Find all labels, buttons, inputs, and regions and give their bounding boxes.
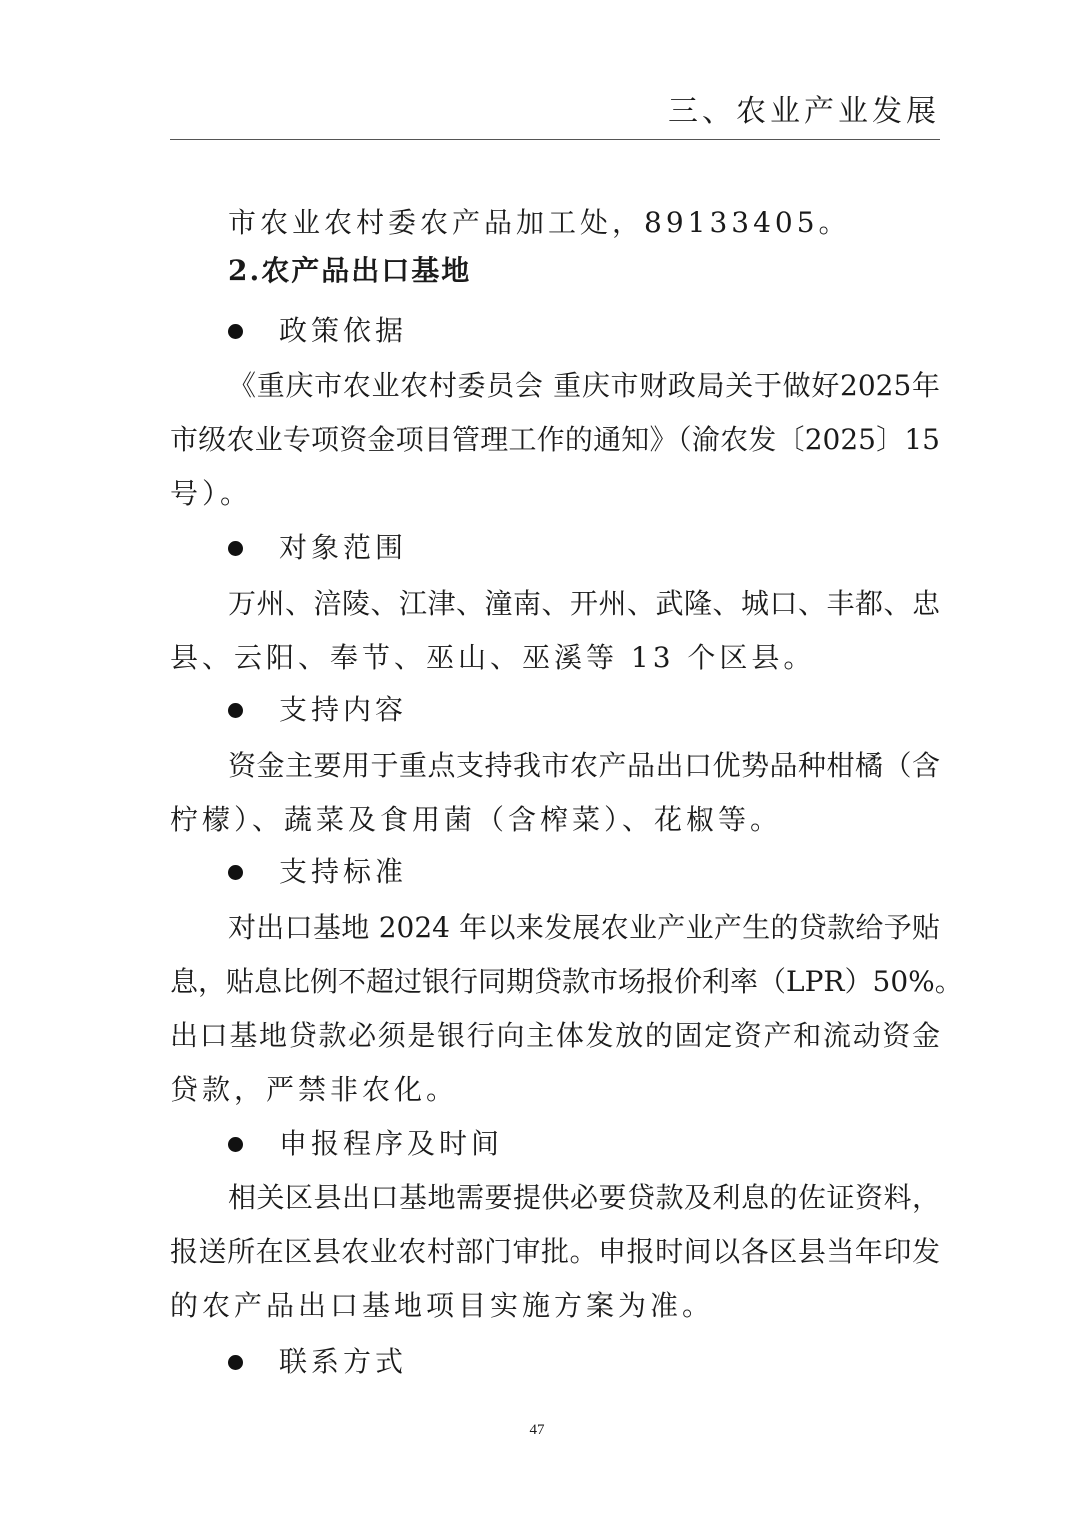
section-heading-scope [228,528,407,568]
subheading: 2.农产品出口基地 [228,254,472,287]
running-header-section-title: 三、农业产业发展 [668,94,940,129]
paragraph-line: 市级农业专项资金项目管理工作的通知》（渝农发〔2025〕15 [170,423,940,456]
page-number: 47 [529,1422,545,1438]
paragraph-line: 报送所在区县农业农村部门审批。申报时间以各区县当年印发 [170,1235,940,1268]
paragraph-line: 《重庆市农业农村委员会 重庆市财政局关于做好2025年 [228,369,940,402]
paragraph-line: 息，贴息比例不超过银行同期贷款市场报价利率（LPR）50%。 [170,965,963,998]
bullet-icon [228,324,243,339]
bullet-icon [228,865,243,880]
bullet-icon [228,1137,243,1152]
paragraph-line: 贷款，严禁非农化。 [170,1073,459,1106]
paragraph-line: 万州、涪陵、江津、潼南、开州、武隆、城口、丰都、忠 [228,587,940,620]
paragraph-line: 出口基地贷款必须是银行向主体发放的固定资产和流动资金 [170,1019,940,1052]
header-divider [170,139,940,140]
paragraph-line: 的农产品出口基地项目实施方案为准。 [170,1289,715,1322]
bullet-icon [228,1355,243,1370]
bullet-icon [228,541,243,556]
section-heading-contact [228,1342,407,1382]
paragraph-line: 相关区县出口基地需要提供必要贷款及利息的佐证资料， [228,1181,940,1214]
paragraph-line: 柠檬）、蔬菜及食用菌（含榨菜）、花椒等。 [170,803,783,836]
paragraph-line: 资金主要用于重点支持我市农产品出口优势品种柑橘（含 [228,749,940,782]
section-heading-label: 联系方式 [279,1345,408,1378]
section-heading-standard [228,852,407,892]
section-heading-content [228,690,407,730]
section-heading-label: 支持标准 [279,855,408,888]
section-heading-label: 申报程序及时间 [279,1127,504,1160]
section-heading-procedure [228,1124,503,1164]
paragraph-line: 对出口基地 2024 年以来发展农业产业产生的贷款给予贴 [228,911,940,944]
section-heading-label: 支持内容 [279,693,408,726]
bullet-icon [228,703,243,718]
section-heading-label: 对象范围 [279,531,408,564]
section-heading-policy [228,311,407,351]
intro-line: 市农业农村委农产品加工处，89133405。 [228,206,851,239]
section-heading-label: 政策依据 [279,314,408,347]
paragraph-line: 县、云阳、奉节、巫山、巫溪等 13 个区县。 [170,641,816,674]
paragraph-line: 号）。 [170,477,253,510]
